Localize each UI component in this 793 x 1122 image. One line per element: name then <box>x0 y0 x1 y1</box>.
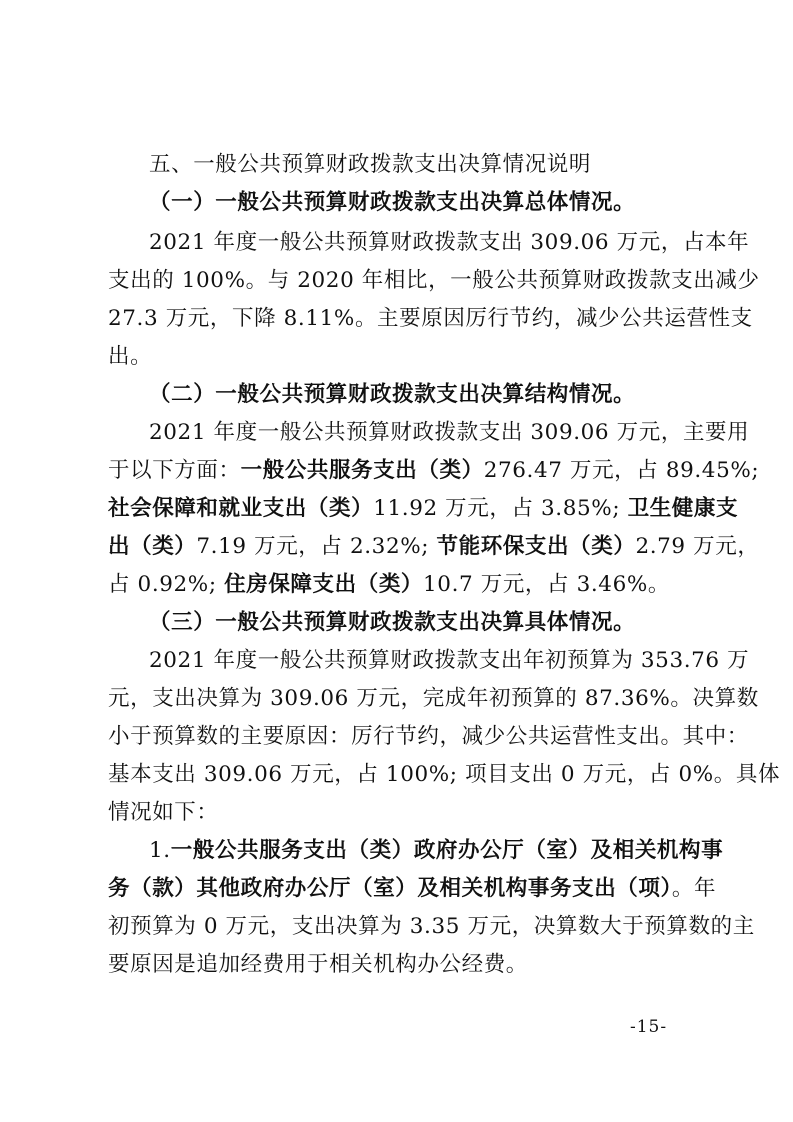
part3-line-1: 2021 年度一般公共预算财政拨款支出年初预算为 353.76 万 <box>149 648 750 673</box>
part3-line-5: 情况如下： <box>108 800 219 825</box>
item1-title-cont: 务（款）其他政府办公厅（室）及相关机构事务支出（项） <box>108 876 672 901</box>
item1-number: 1. <box>149 838 171 863</box>
part3-heading: （三）一般公共预算财政拨款支出决算具体情况。 <box>149 610 636 635</box>
item1-title: 一般公共服务支出（类）政府办公厅（室）及相关机构事 <box>170 838 724 863</box>
part3-line-3: 小于预算数的主要原因：厉行节约，减少公共运营性支出。其中： <box>108 724 749 749</box>
part2-text: 11.92 万元，占 3.85%; <box>373 496 621 521</box>
part1-line-3: 27.3 万元，下降 8.11%。主要原因厉行节约，减少公共运营性支 <box>108 306 753 331</box>
category-health-cont: 出（类） <box>108 534 197 559</box>
part1-heading: （一）一般公共预算财政拨款支出决算总体情况。 <box>149 190 636 215</box>
category-energy-environment: 节能环保支出（类） <box>436 534 636 559</box>
part2-text: 276.47 万元，占 89.45%; <box>483 458 760 483</box>
part1-line-2: 支出的 100%。与 2020 年相比，一般公共预算财政拨款支出减少 <box>108 268 760 293</box>
part2-text: 于以下方面： <box>108 458 241 483</box>
item1-text: 。年 <box>671 876 717 901</box>
part1-line-1: 2021 年度一般公共预算财政拨款支出 309.06 万元，占本年 <box>149 230 750 255</box>
part2-line-4 <box>108 529 760 565</box>
item1-line-1 <box>149 833 733 869</box>
part3-line-2: 元，支出决算为 309.06 万元，完成年初预算的 87.36%。决算数 <box>108 686 759 711</box>
item1-line-2 <box>108 871 717 907</box>
part2-heading: （二）一般公共预算财政拨款支出决算结构情况。 <box>149 382 636 407</box>
page-number: -15- <box>630 1017 668 1037</box>
part1-line-4: 出。 <box>108 344 153 369</box>
part2-line-5 <box>108 567 692 603</box>
part2-text: 7.19 万元，占 2.32%; <box>196 534 430 559</box>
category-social-security: 社会保障和就业支出（类） <box>108 496 374 521</box>
part2-line-2 <box>108 453 760 489</box>
part3-line-4: 基本支出 309.06 万元，占 100%; 项目支出 0 万元，占 0%。具体 <box>108 762 781 787</box>
category-general-public-services: 一般公共服务支出（类） <box>240 458 484 483</box>
part2-line-3 <box>108 491 739 527</box>
part2-line-1: 2021 年度一般公共预算财政拨款支出 309.06 万元，主要用 <box>149 420 750 445</box>
item1-line-4: 要原因是追加经费用于相关机构办公经费。 <box>108 952 528 977</box>
category-housing: 住房保障支出（类） <box>224 572 424 597</box>
item1-line-3: 初预算为 0 万元，支出决算为 3.35 万元，决算数大于预算数的主 <box>108 914 755 939</box>
part2-text: 10.7 万元，占 3.46%。 <box>423 572 670 597</box>
category-health: 卫生健康支 <box>627 496 739 521</box>
part2-text: 占 0.92%; <box>108 572 217 597</box>
part2-text: 2.79 万元， <box>635 534 760 559</box>
section-title: 五、一般公共预算财政拨款支出决算情况说明 <box>149 152 592 177</box>
